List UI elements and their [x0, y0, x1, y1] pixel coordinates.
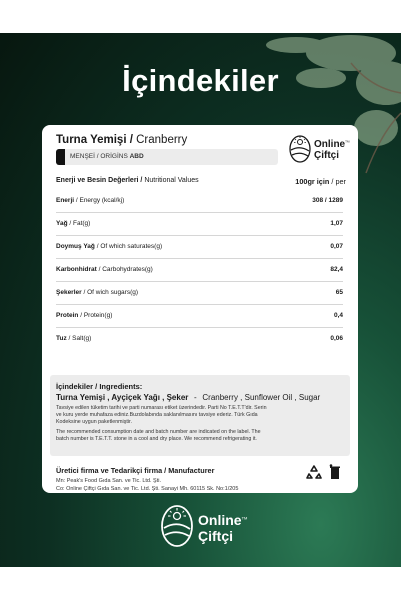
brand-line1: Online™: [314, 139, 350, 150]
origin-marker: [56, 149, 65, 165]
row-divider: [56, 258, 343, 259]
nutrition-per: 100gr için / per: [295, 177, 346, 186]
row-divider: [56, 235, 343, 236]
page-title: İçindekiler: [122, 63, 279, 98]
row-divider: [56, 212, 343, 213]
brand-line2: Çiftçi: [314, 150, 339, 161]
product-name: Turna Yemişi /: [56, 134, 133, 146]
nutrition-title: Enerji ve Besin Değerleri / Nutritional Values: [56, 177, 199, 184]
nutrition-row-protein: Protein / Protein(g) 0,4: [56, 312, 343, 319]
brand-line2: Çiftçi: [198, 528, 233, 544]
brand-line1: Online™: [198, 512, 248, 528]
sun-hill-logo-icon: [288, 133, 312, 163]
storage-note-tr: Tavsiye edilen tüketim tarihi ve parti numarası etiket üzerindedir. Parti No T.E.T.T'dir. Serin ve kuru yerde muhafaza ediniz.Buzdolabında saklanılmasını tavsiye ederiz. Türk Gıda Kodeksine uygun paketlenmiştir.: [56, 405, 267, 425]
row-divider: [56, 304, 343, 305]
label-card: [42, 125, 358, 493]
row-divider: [56, 327, 343, 328]
nutrition-row-saturates: Doymuş Yağ / Of which saturates(g) 0,07: [56, 243, 343, 250]
sun-hill-logo-icon: [160, 503, 194, 547]
origin-value: ABD: [129, 153, 144, 160]
manufacturer-line: Mn: Peak's Food Gıda San. ve Tic. Ltd. Şti.: [56, 478, 161, 484]
recycle-icon: [306, 464, 322, 480]
storage-note-en: The recommended consumption date and batch number are indicated on the label. The batch number is T.E.T.T. stone in a cool and dry place. We recommend refrigerating it.: [56, 429, 261, 442]
brand-logo-bottom: [160, 503, 250, 549]
brand-logo: [288, 133, 354, 165]
ingredients-box: [50, 375, 350, 456]
product-poster: [0, 33, 401, 567]
row-divider: [56, 281, 343, 282]
manufacturer-title: Üretici firma ve Tedarikçi firma / Manufacturer: [56, 466, 215, 475]
origin-label: MENŞEİ / ORİGİNS: [70, 153, 128, 160]
product-name-en: Cranberry: [136, 134, 188, 146]
product-title: [56, 134, 187, 146]
origin-text: [70, 153, 144, 160]
nutrition-row-energy: Enerji / Energy (kcal/kj) 308 / 1289: [56, 197, 343, 204]
ingredients-title: İçindekiler / Ingredients:: [56, 382, 143, 391]
nutrition-row-fat: Yağ / Fat(g) 1,07: [56, 220, 343, 227]
nutrition-row-salt: Tuz / Salt(g) 0,06: [56, 335, 343, 342]
origin-bar: [56, 149, 278, 165]
nutrition-row-carbohydrates: Karbonhidrat / Carbohydrates(g) 82,4: [56, 266, 343, 273]
ingredients-list: Turna Yemişi , Ayçiçek Yağı , Şeker - Cranberry , Sunflower Oil , Sugar: [56, 393, 321, 402]
nutrition-row-sugars: Şekerler / Of wich sugars(g) 65: [56, 289, 343, 296]
trash-bin-icon: [328, 464, 342, 480]
company-address-line: Co: Online Çiftçi Gıda San. ve Tic. Ltd. Şti. Sanayi Mh. 60115 Sk. No:1/205: [56, 486, 239, 492]
nutrition-header: [56, 177, 346, 184]
